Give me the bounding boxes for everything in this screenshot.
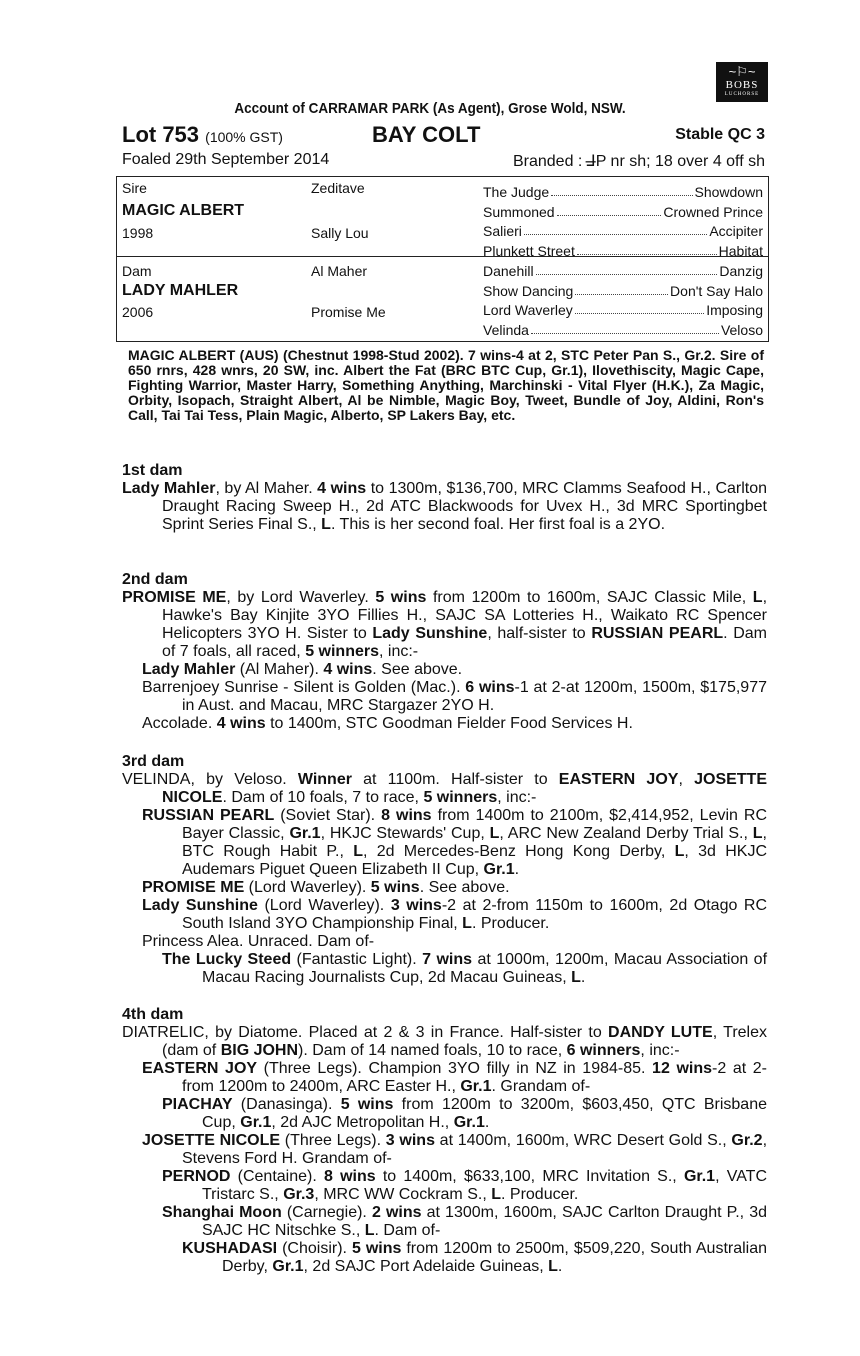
text: (Three Legs). Champion 3YO filly in NZ in 1984-85. — [257, 1060, 653, 1077]
leader-dots — [557, 204, 662, 216]
leader-dots — [575, 283, 668, 295]
ancestor-row — [483, 204, 763, 220]
stable-label: Stable QC 3 — [675, 126, 765, 143]
text: , Hawke's Bay Kinjite 3YO Fillies H., SAJC SA Lotteries H., Waikato RC Spencer Helicopters 3YO H. Sister to — [162, 589, 768, 642]
text: , Stevens Ford H. Grandam of- — [182, 1132, 768, 1167]
third-dam-entry — [122, 771, 767, 807]
text: VELINDA, by Veloso. — [122, 771, 298, 788]
progeny-entry — [162, 951, 767, 987]
wins: 7 wins — [422, 951, 473, 968]
wins: 5 wins — [375, 589, 427, 606]
wins: 6 wins — [465, 679, 515, 696]
sire-year: 1998 — [122, 225, 154, 241]
progeny-entry — [142, 897, 767, 933]
logo-name: BOBS — [725, 79, 759, 91]
text: (Choisir). — [277, 1240, 352, 1257]
wins: 8 wins — [381, 807, 432, 824]
text: , 2d SAJC Port Adelaide Guineas, — [303, 1258, 549, 1275]
text: at 1300m, 1600m, SAJC Carlton Draught P., 3d SAJC HC Nitschke S., — [202, 1204, 768, 1239]
leader-dots — [577, 243, 717, 255]
section-heading: 3rd dam — [122, 753, 185, 770]
wins: 8 wins — [324, 1168, 376, 1185]
text: , ARC New Zealand Derby Trial S., — [499, 825, 753, 842]
wins: 5 wins — [340, 1096, 394, 1113]
text: . See above. — [419, 879, 510, 896]
text: , 2d Mercedes-Benz Hong Kong Derby, — [362, 843, 675, 860]
leader-dots — [536, 263, 718, 275]
horse-name: Lady Mahler — [122, 480, 216, 497]
text: , by Lord Waverley. — [226, 589, 376, 606]
horse-name: Shanghai Moon — [162, 1204, 282, 1221]
ancestor-sire: Accipiter — [709, 223, 763, 239]
wins: 4 wins — [323, 661, 373, 678]
text: , Trelex (dam of — [162, 1024, 767, 1059]
text: (Fantastic Light). — [291, 951, 423, 968]
dam-sire: Al Maher — [311, 263, 368, 279]
ancestor-sire: Crowned Prince — [663, 204, 763, 220]
section-heading: 4th dam — [122, 1006, 184, 1023]
ancestor-sire: Don't Say Halo — [670, 283, 763, 299]
leader-dots — [531, 322, 719, 334]
lot-label: Lot 753 — [122, 122, 200, 147]
group-badge: Gr.2 — [731, 1132, 763, 1149]
lot-line — [122, 122, 765, 148]
text: , half-sister to — [487, 625, 592, 642]
horse-name: JOSETTE NICOLE — [162, 771, 767, 806]
text: , — [678, 771, 695, 788]
text: , by Al Maher. — [215, 480, 318, 497]
ancestor-row — [483, 322, 763, 338]
progeny-entry — [182, 1240, 767, 1276]
ancestor-name: Salieri — [483, 223, 522, 239]
progeny-entry — [142, 879, 767, 897]
dam-label: Dam — [122, 263, 152, 279]
text: (Al Maher). — [235, 661, 324, 678]
fourth-dam-section — [122, 1006, 767, 1276]
horse-name: JOSETTE NICOLE — [142, 1132, 281, 1149]
text: DIATRELIC, by Diatome. Placed at 2 & 3 in France. Half-sister to — [122, 1024, 609, 1041]
horse-name: RUSSIAN PEARL — [142, 807, 275, 824]
listed-badge: L — [571, 969, 581, 986]
text: Princess Alea. Unraced. Dam of- — [142, 933, 375, 950]
leader-dots — [524, 223, 707, 235]
pedigree-table — [116, 176, 769, 342]
group-badge: Gr.1 — [453, 1114, 485, 1131]
text: (Soviet Star). — [274, 807, 382, 824]
text: , HKJC Stewards' Cup, — [320, 825, 490, 842]
ancestor-name: Show Dancing — [483, 283, 574, 299]
ancestor-sire: Imposing — [706, 302, 763, 318]
text: . This is her second foal. Her first foal is a 2YO. — [330, 516, 666, 533]
third-dam-section — [122, 753, 767, 987]
listed-badge: L — [353, 843, 363, 860]
horse-name: KUSHADASI — [182, 1240, 278, 1257]
listed-badge: L — [462, 915, 472, 932]
horse-name: Lady Mahler — [142, 661, 236, 678]
listed-badge: L — [752, 589, 763, 606]
wins: 3 wins — [385, 1132, 435, 1149]
ancestor-name: Lord Waverley — [483, 302, 573, 318]
ancestor-row — [483, 263, 763, 279]
ancestor-name: Danehill — [483, 263, 534, 279]
text: , BTC Rough Habit P., — [182, 825, 767, 860]
text: to 1400m, STC Goodman Fielder Food Services H. — [265, 715, 633, 732]
vendor-account: Account of CARRAMAR PARK (As Agent), Grose Wold, NSW. — [234, 100, 626, 117]
leader-dots — [575, 302, 704, 314]
wins: 5 wins — [370, 879, 420, 896]
text: to 1400m, $633,100, MRC Invitation S., — [375, 1168, 684, 1185]
text: . Producer. — [501, 1186, 579, 1203]
bobs-logo — [716, 62, 768, 102]
group-badge: Gr.1 — [289, 825, 321, 842]
group-badge: Gr.1 — [483, 861, 515, 878]
ancestor-sire: Habitat — [718, 243, 763, 259]
progeny-entry — [142, 715, 767, 733]
first-dam-entry — [122, 480, 767, 534]
horse-name: DANDY LUTE — [608, 1024, 713, 1041]
progeny-entry — [162, 1096, 767, 1132]
group-badge: Gr.1 — [683, 1168, 716, 1185]
text: from 1200m to 3200m, $603,450, QTC Brisbane Cup, — [202, 1096, 768, 1131]
horse-name: PIACHAY — [162, 1096, 233, 1113]
group-badge: Gr.3 — [283, 1186, 315, 1203]
text: . See above. — [372, 661, 463, 678]
sire-dam: Sally Lou — [311, 225, 369, 241]
first-dam-section — [122, 462, 767, 534]
horse-name: PROMISE ME — [122, 589, 227, 606]
dam-year: 2006 — [122, 304, 154, 320]
section-heading: 1st dam — [122, 462, 183, 479]
wins: 5 wins — [351, 1240, 402, 1257]
dam-dam: Promise Me — [311, 304, 386, 320]
text: . Dam of 7 foals, all raced, — [162, 625, 768, 660]
text: . Producer. — [471, 915, 550, 932]
text: , MRC WW Cockram S., — [314, 1186, 492, 1203]
second-dam-entry — [122, 589, 767, 661]
text: at 1100m. Half-sister to — [351, 771, 559, 788]
text: , inc:- — [379, 643, 419, 660]
wins: Winner — [297, 771, 352, 788]
text: ). Dam of 14 named foals, 10 to race, — [298, 1042, 567, 1059]
text: (Three Legs). — [280, 1132, 386, 1149]
horse-name: Lady Sunshine — [372, 625, 488, 642]
listed-badge: L — [548, 1258, 558, 1275]
text: . Dam of 10 foals, 7 to race, — [222, 789, 424, 806]
progeny-entry — [142, 933, 767, 951]
horse-name: RUSSIAN PEARL — [591, 625, 724, 642]
group-badge: Gr.1 — [272, 1258, 304, 1275]
listed-badge: L — [489, 825, 500, 842]
winners: 6 winners — [566, 1042, 641, 1059]
ancestor-name: Summoned — [483, 204, 555, 220]
text: , 2d AJC Metropolitan H., — [271, 1114, 454, 1131]
progeny-entry — [142, 661, 767, 679]
fourth-dam-entry — [122, 1024, 767, 1060]
ancestor-row — [483, 283, 763, 299]
listed-badge: L — [491, 1186, 501, 1203]
text: (Lord Waverley). — [257, 897, 391, 914]
listed-badge: L — [364, 1222, 375, 1239]
horse-name: The Lucky Steed — [162, 951, 292, 968]
lot-title: BAY COLT — [372, 122, 481, 147]
progeny-entry — [162, 1204, 767, 1240]
text: , 3d HKJC Audemars Piguet Queen Elizabeth II Cup, — [182, 843, 767, 878]
group-badge: Gr.1 — [460, 1078, 492, 1095]
ancestor-name: Plunkett Street — [483, 243, 575, 259]
text: at 1400m, 1600m, WRC Desert Gold S., — [434, 1132, 732, 1149]
ancestor-sire: Veloso — [720, 322, 763, 338]
text: (Danasinga). — [232, 1096, 341, 1113]
text: . Dam of- — [374, 1222, 441, 1239]
horse-name: EASTERN JOY — [142, 1060, 258, 1077]
ancestor-row — [483, 184, 763, 200]
text: . — [484, 1114, 490, 1131]
text: at 1000m, 1200m, Macau Association of Macau Racing Journalists Cup, 2d Macau Guineas, — [202, 951, 768, 986]
wins: 4 wins — [317, 480, 367, 497]
text: to 1300m, $136,700, MRC Clamms Seafood H., Carlton Draught Racing Sweep H., 2d ATC Blackwoods for Uvex H., 3d MRC Sportingbet Sprint Series Final S., — [162, 480, 768, 533]
wins: 2 wins — [371, 1204, 422, 1221]
text: . — [514, 861, 520, 878]
progeny-entry — [162, 1168, 767, 1204]
horse-rider-icon: ~⚐~ — [728, 64, 756, 79]
text: Barrenjoey Sunrise - Silent is Golden (Mac.). — [142, 679, 466, 696]
listed-badge: L — [674, 843, 685, 860]
text: . — [557, 1258, 563, 1275]
sire-name: MAGIC ALBERT — [122, 202, 245, 219]
winners: 5 winners — [423, 789, 498, 806]
text: . — [580, 969, 586, 986]
text: , inc:- — [640, 1042, 680, 1059]
lot-number — [122, 122, 283, 148]
text: . Grandam of- — [491, 1078, 591, 1095]
foaled-date: Foaled 29th September 2014 — [122, 151, 330, 168]
ancestor-row — [483, 223, 763, 239]
ancestor-sire: Danzig — [719, 263, 763, 279]
progeny-entry — [142, 1132, 767, 1168]
ancestor-name: The Judge — [483, 184, 550, 200]
text: -1 at 2-at 1200m, 1500m, $175,977 in Aust. and Macau, MRC Stargazer 2YO H. — [182, 679, 767, 714]
text: (Carnegie). — [281, 1204, 372, 1221]
horse-name: Lady Sunshine — [142, 897, 258, 914]
horse-name: BIG JOHN — [220, 1042, 299, 1059]
text: from 1200m to 1600m, SAJC Classic Mile, — [426, 589, 753, 606]
leader-dots — [551, 184, 692, 196]
ancestor-sire: Showdown — [694, 184, 763, 200]
section-heading: 2nd dam — [122, 571, 188, 588]
wins: 3 wins — [390, 897, 442, 914]
ancestor-name: Velinda — [483, 322, 529, 338]
text: from 1200m to 2500m, $509,220, South Australian Derby, — [222, 1240, 768, 1275]
gst-note: (100% GST) — [205, 129, 283, 145]
text: , inc:- — [497, 789, 537, 806]
text: (Centaine). — [230, 1168, 324, 1185]
logo-subtitle: LUCHORSE — [724, 92, 760, 97]
wins: 4 wins — [216, 715, 266, 732]
progeny-entry — [142, 807, 767, 879]
text: (Lord Waverley). — [244, 879, 371, 896]
listed-badge: L — [752, 825, 763, 842]
progeny-entry — [142, 1060, 767, 1096]
dam-name: LADY MAHLER — [122, 282, 239, 299]
listed-badge: L — [321, 516, 331, 533]
progeny-entry — [142, 679, 767, 715]
text: , VATC Tristarc S., — [202, 1168, 768, 1203]
group-badge: Gr.1 — [240, 1114, 272, 1131]
ancestor-row — [483, 302, 763, 318]
text: from 1400m to 2100m, $2,414,952, Levin RC Bayer Classic, — [182, 807, 768, 842]
text: -2 at 2-from 1150m to 1600m, 2d Otago RC South Island 3YO Championship Final, — [182, 897, 768, 932]
horse-name: PROMISE ME — [142, 879, 245, 896]
sire-sire: Zeditave — [311, 180, 365, 196]
horse-name: PERNOD — [162, 1168, 231, 1185]
wins: 12 wins — [652, 1060, 712, 1077]
winners: 5 winners — [305, 643, 379, 660]
sire-label: Sire — [122, 180, 147, 196]
text: -2 at 2-from 1200m to 2400m, ARC Easter H., — [182, 1060, 767, 1095]
text: Accolade. — [142, 715, 217, 732]
horse-name: EASTERN JOY — [558, 771, 679, 788]
brand-description: Branded : ⅃̶P nr sh; 18 over 4 off sh — [512, 153, 765, 170]
second-dam-section — [122, 571, 767, 733]
ancestor-row — [483, 243, 763, 259]
sire-summary: MAGIC ALBERT (AUS) (Chestnut 1998-Stud 2002). 7 wins-4 at 2, STC Peter Pan S., Gr.2. Sire of 650 rnrs, 428 wnrs, 20 SW, inc. Albert the Fat (BRC BTC Cup, Gr.1), Ilovethiscity, Magic Cape, Fighting Warrior, Master Harry, Something Anything, Marchinski - Vital Flyer (H.K.), Za Magic, Orbity, Isopach, Straight Albert, Al be Nimble, Magic Boy, Tweet, Bundle of Joy, Aldini, Ron's Call, Tai Tai Tess, Plain Magic, Alberto, SP Lakers Bay, etc. — [128, 347, 764, 423]
